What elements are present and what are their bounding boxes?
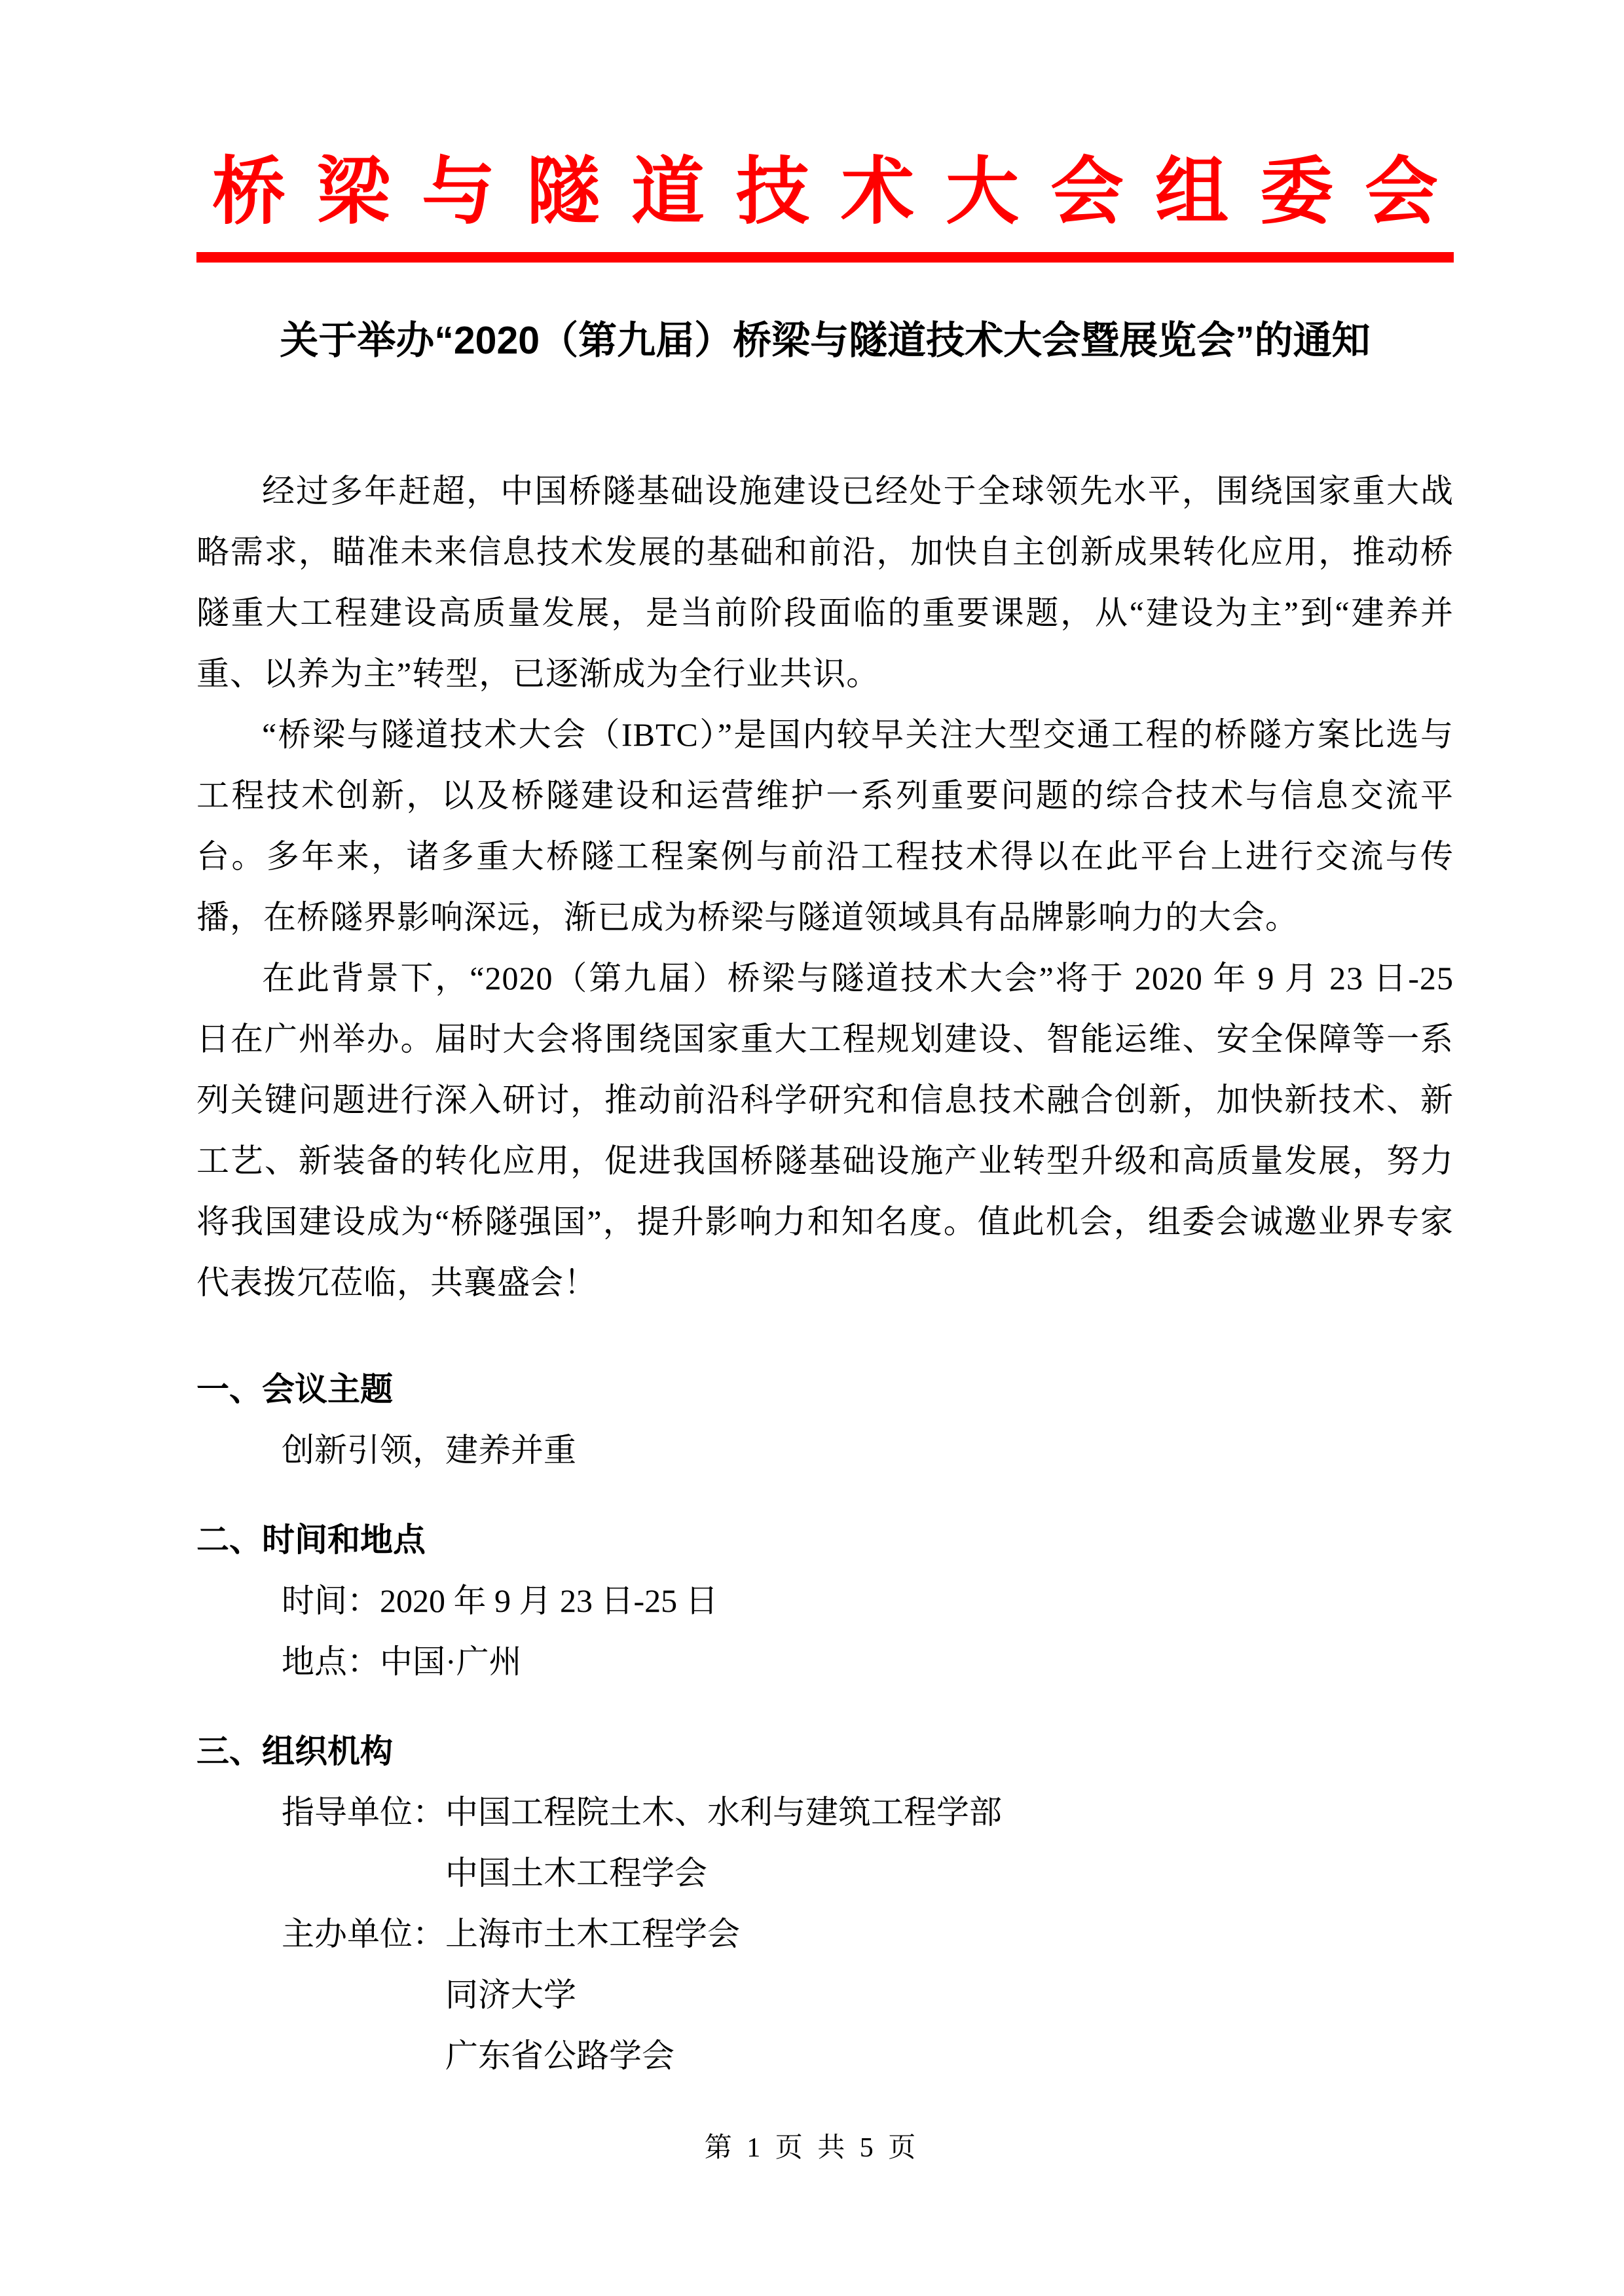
page-footer bbox=[0, 2132, 1624, 2164]
notice-body bbox=[196, 461, 1454, 2086]
section-heading-theme: 一、会议主题 bbox=[196, 1370, 393, 1408]
org-label-guidance: 指导单位： bbox=[282, 1793, 445, 1831]
org-value: 中国工程院土木、水利与建筑工程学部 bbox=[445, 1793, 1002, 1831]
body-paragraph: 在此背景下，“2020（第九届）桥梁与隧道技术大会”将于 2020 年 9 月 23 日-25 日在广州举办。届时大会将围绕国家重大工程规划建设、智能运维、安全保障等一系列关键问题进行深入研讨，推动前沿科学研究和信息技术融合创新，加快新技术、新工艺、新装备的转化应用，促进我国桥隧基础设施产业转型升级和高质量发展，努力将我国建设成为“桥隧强国”，提升影响力和知名度。值此机会，组委会诚邀业界专家代表拨冗莅临，共襄盛会！ bbox=[196, 959, 1454, 1301]
committee-title: 桥梁与隧道技术大会组委会 bbox=[212, 152, 1469, 233]
org-label-host: 主办单位： bbox=[282, 1915, 445, 1952]
org-value: 中国土木工程学会 bbox=[445, 1854, 707, 1891]
letterhead bbox=[196, 151, 1469, 263]
org-row-guidance bbox=[196, 1782, 1454, 1904]
org-value: 广东省公路学会 bbox=[445, 2037, 674, 2074]
conference-time: 时间：2020 年 9 月 23 日-25 日 bbox=[282, 1582, 718, 1619]
org-value: 同济大学 bbox=[445, 1976, 576, 2013]
org-values-host bbox=[445, 1904, 1454, 2086]
conference-place: 地点：中国·广州 bbox=[282, 1643, 522, 1680]
letterhead-divider bbox=[196, 252, 1454, 263]
org-values-guidance bbox=[445, 1782, 1454, 1904]
org-row-host bbox=[196, 1904, 1454, 2086]
page-number: 第 1 页 共 5 页 bbox=[704, 2133, 920, 2163]
notice-title: 关于举办“2020（第九届）桥梁与隧道技术大会暨展览会”的通知 bbox=[280, 318, 1371, 362]
body-paragraph: 经过多年赶超，中国桥隧基础设施建设已经处于全球领先水平，围绕国家重大战略需求，瞄准未来信息技术发展的基础和前沿，加快自主创新成果转化应用，推动桥隧重大工程建设高质量发展，是当前阶段面临的重要课题，从“建设为主”到“建养并重、以养为主”转型，已逐渐成为全行业共识。 bbox=[196, 472, 1454, 692]
section-heading-time-place: 二、时间和地点 bbox=[196, 1521, 426, 1558]
org-value: 上海市土木工程学会 bbox=[445, 1915, 740, 1952]
section-heading-organization: 三、组织机构 bbox=[196, 1732, 393, 1770]
body-paragraph: “桥梁与隧道技术大会（IBTC）”是国内较早关注大型交通工程的桥隧方案比选与工程技术创新，以及桥隧建设和运营维护一系列重要问题的综合技术与信息交流平台。多年来，诸多重大桥隧工程案例与前沿工程技术得以在此平台上进行交流与传播，在桥隧界影响深远，渐已成为桥梁与隧道领域具有品牌影响力的大会。 bbox=[196, 716, 1454, 936]
conference-theme: 创新引领，建养并重 bbox=[282, 1431, 576, 1468]
